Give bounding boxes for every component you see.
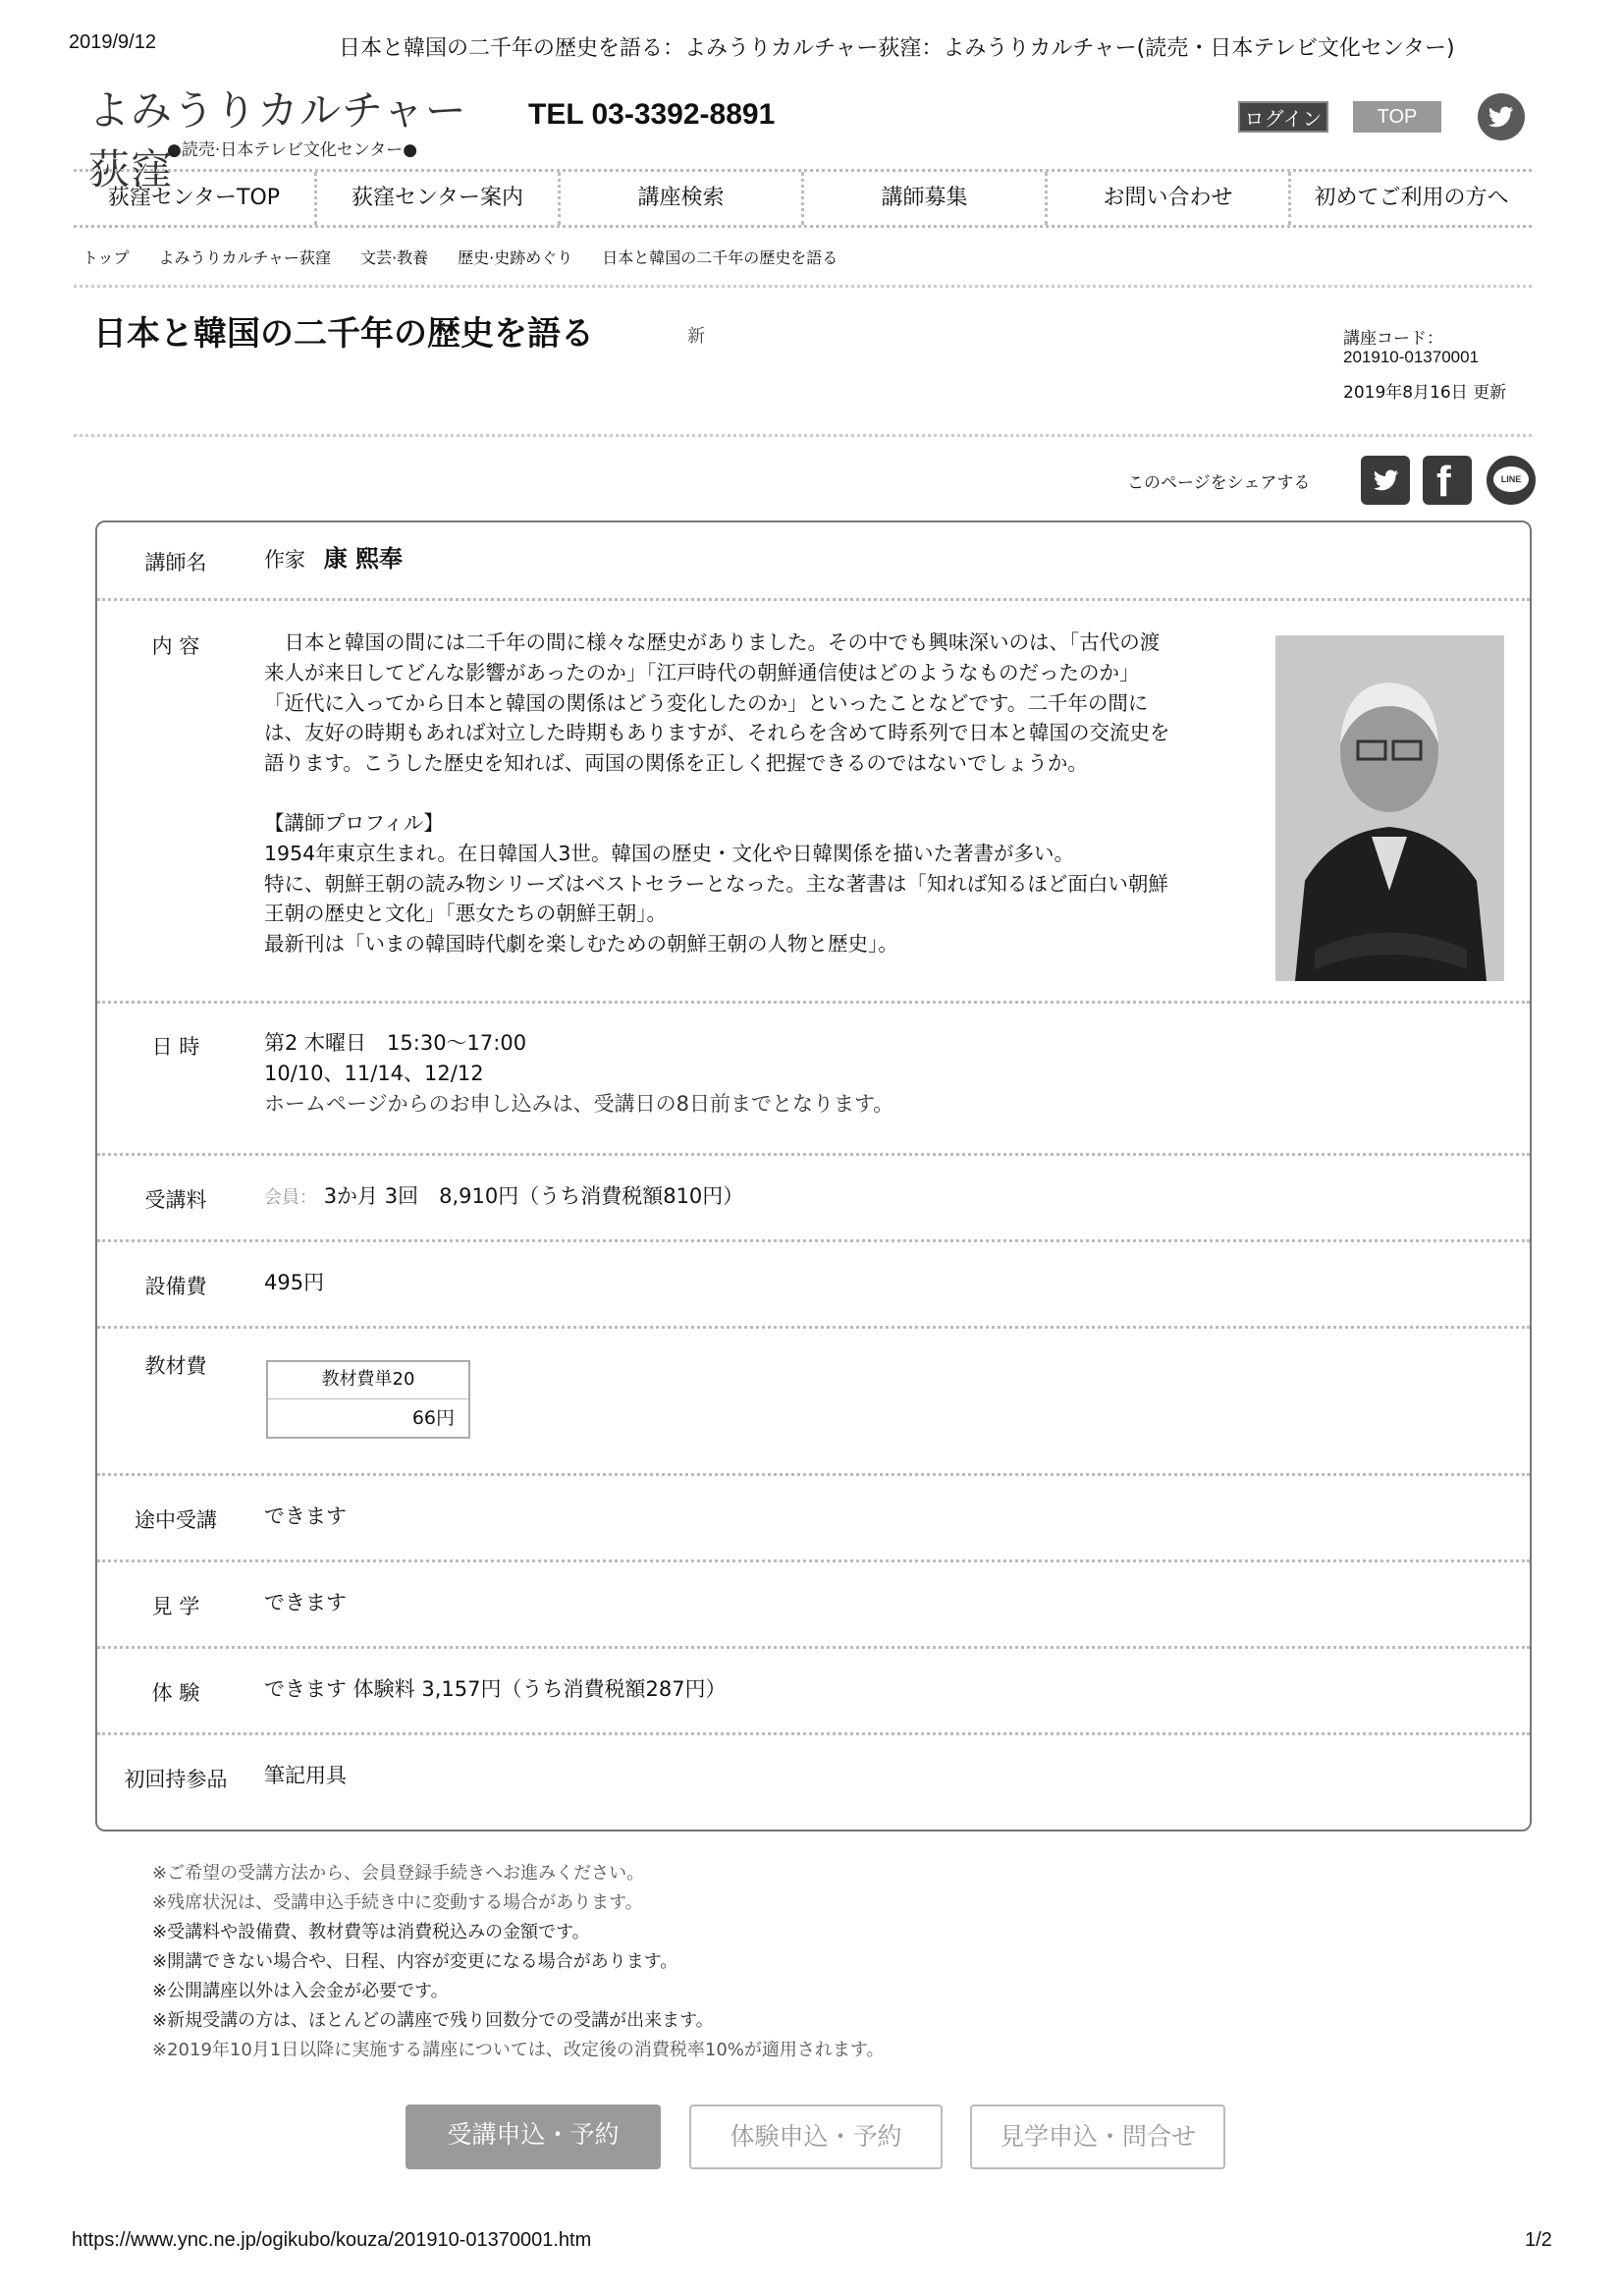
row-fee [97, 1156, 1530, 1242]
print-page-number: 1/2 [1525, 2229, 1552, 2251]
note-item: ※公開講座以外は入会金が必要です。 [152, 1981, 449, 2001]
label-observe: 見 学 [151, 1595, 200, 1618]
breadcrumb-current: 日本と韓国の二千年の歴史を語る [602, 248, 839, 267]
content-line: 【講師プロフィル】 [264, 810, 444, 835]
schedule-value [264, 1028, 893, 1120]
breadcrumb [82, 246, 838, 268]
row-trial [97, 1649, 1530, 1735]
bring-value: 筆記用具 [264, 1764, 347, 1787]
label-trial: 体 験 [151, 1681, 200, 1705]
trial-value: できます 体験料 3,157円（うち消費税額287円） [264, 1677, 727, 1701]
content-line: 「近代に入ってから日本と韓国の関係はどう変化したのか」といったことなどです。二千年の間に [264, 690, 1149, 715]
member-label: 会員： [264, 1187, 317, 1208]
materials-price: 66円 [411, 1407, 455, 1429]
course-code: 201910-01370001 [1343, 348, 1480, 366]
top-button[interactable]: TOP [1353, 101, 1441, 133]
row-midway [97, 1476, 1530, 1562]
course-details [95, 520, 1532, 1831]
instructor-photo [1275, 635, 1504, 981]
content-line: は、友好の時期もあれば対立した時期もありますが、それらを含めて時系列で日本と韓国の交流史を [264, 721, 1170, 745]
breadcrumb-center[interactable]: よみうりカルチャー荻窪 [158, 248, 332, 267]
share-facebook-icon[interactable] [1423, 456, 1472, 505]
observe-value: できます [264, 1591, 347, 1614]
note-item: ※開講できない場合や、日程、内容が変更になる場合があります。 [152, 1951, 678, 1972]
row-facility [97, 1242, 1530, 1329]
logo-sub-text: ●読売·日本テレビ文化センター● [167, 140, 418, 160]
label-bring: 初回持参品 [124, 1768, 228, 1791]
divider [74, 285, 1532, 288]
apply-button[interactable]: 受講申込・予約 [406, 2105, 661, 2169]
notes-list [152, 1859, 884, 2065]
label-midway: 途中受講 [135, 1508, 217, 1532]
nav-item-instructor-recruit[interactable]: 講師募集 [804, 172, 1048, 225]
content-line: 1954年東京生まれ。在日韓国人3世。韓国の歴史・文化や日韓関係を描いた著書が多い。 [264, 841, 1074, 865]
instructor-title: 作家 [264, 548, 305, 572]
nav-item-course-search[interactable]: 講座検索 [561, 172, 804, 225]
content-line: 語ります。こうした歴史を知れば、両国の関係を正しく把握できるのではないでしょうか。 [264, 751, 1088, 776]
new-badge: 新 [687, 326, 705, 347]
materials-table [266, 1360, 470, 1439]
content-line: 特に、朝鮮王朝の読み物シリーズはベストセラーとなった。主な著書は「知れば知るほど面白い朝鮮 [264, 871, 1168, 896]
content-line: 日本と韓国の間には二千年の間に様々な歴史がありました。その中でも興味深いのは、「古代の渡 [264, 630, 1161, 654]
instructor-name: 康 熙奉 [323, 545, 404, 573]
course-code-label: 講座コード： [1343, 329, 1443, 349]
nav-item-first-time[interactable]: 初めてご利用の方へ [1314, 186, 1509, 210]
share-twitter-icon[interactable] [1361, 456, 1410, 505]
note-item: ※新規受講の方は、ほとんどの講座で残り回数分での受講が出来ます。 [152, 2010, 714, 2031]
updated-date: 2019年8月16日 更新 [1343, 383, 1507, 403]
row-observe [97, 1562, 1530, 1649]
breadcrumb-top[interactable]: トップ [82, 248, 130, 267]
nav-item-center-top[interactable]: 荻窪センターTOP [74, 172, 317, 225]
content-line [264, 779, 1256, 808]
note-item: ※2019年10月1日以降に実施する講座については、改定後の消費税率10%が適用されます。 [152, 2040, 885, 2060]
twitter-icon[interactable] [1478, 93, 1525, 140]
content-line: 来人が来日してどんな影響があったのか」「江戸時代の朝鮮通信使はどのようなものだったのか」 [264, 660, 1140, 684]
divider [74, 434, 1532, 437]
schedule-line: 第2 木曜日 15:30〜17:00 [264, 1031, 527, 1055]
nav-item-contact[interactable]: お問い合わせ [1048, 172, 1291, 225]
print-title: 日本と韓国の二千年の歴史を語る：よみうりカルチャー荻窪：よみうりカルチャー(読売・日本テレビ文化センター) [339, 36, 1455, 61]
materials-item: 教材費単20 [268, 1362, 468, 1399]
fee-value [264, 1181, 743, 1213]
label-content: 内 容 [151, 634, 200, 658]
label-materials: 教材費 [144, 1354, 207, 1378]
row-schedule [97, 1004, 1530, 1156]
site-logo[interactable] [88, 79, 501, 193]
label-instructor: 講師名 [144, 551, 207, 574]
visit-apply-button[interactable]: 見学申込・問合せ [970, 2105, 1225, 2169]
print-url: https://www.ync.ne.jp/ogikubo/kouza/201910-01370001.htm [72, 2229, 592, 2251]
content-line: 最新刊は「いまの韓国時代劇を楽しむための朝鮮王朝の人物と歴史」。 [264, 932, 898, 957]
note-item: ※残席状況は、受講申込手続き中に変動する場合があります。 [152, 1892, 643, 1913]
share-line-icon[interactable] [1487, 456, 1536, 505]
midway-value: できます [264, 1504, 347, 1528]
schedule-note: ホームページからのお申し込みは、受講日の8日前までとなります。 [264, 1092, 894, 1116]
label-facility: 設備費 [144, 1275, 207, 1298]
main-nav [74, 169, 1532, 228]
logo-main-text: よみうりカルチャー荻窪 [88, 86, 467, 193]
content-text [264, 628, 1256, 959]
share-label: このページをシェアする [1127, 473, 1311, 493]
line-label: LINE [1493, 466, 1529, 492]
breadcrumb-subcategory[interactable]: 歴史·史跡めぐり [458, 248, 573, 267]
phone-number: TEL 03-3392-8891 [528, 98, 776, 131]
fee-amount: 3か月 3回 8,910円（うち消費税額810円） [323, 1184, 744, 1208]
note-item: ※受講料や設備費、教材費等は消費税込みの金額です。 [152, 1922, 590, 1942]
label-schedule: 日 時 [151, 1035, 200, 1059]
row-bring [97, 1735, 1530, 1830]
schedule-dates: 10/10、11/14、12/12 [264, 1062, 484, 1085]
facebook-glyph: f [1436, 458, 1451, 506]
page-title: 日本と韓国の二千年の歴史を語る [93, 314, 594, 354]
facility-value: 495円 [264, 1271, 325, 1294]
nav-item-center-guide[interactable]: 荻窪センター案内 [317, 172, 561, 225]
note-item: ※ご希望の受講方法から、会員登録手続きへお進みください。 [152, 1863, 645, 1884]
login-button[interactable]: ログイン [1238, 101, 1328, 133]
print-date: 2019/9/12 [69, 31, 156, 53]
breadcrumb-category[interactable]: 文芸·教養 [360, 248, 429, 267]
instructor-value [264, 544, 403, 575]
content-line: 王朝の歴史と文化」「悪女たちの朝鮮王朝」。 [264, 902, 667, 926]
row-instructor [97, 522, 1530, 601]
row-materials [97, 1329, 1530, 1476]
trial-apply-button[interactable]: 体験申込・予約 [689, 2105, 943, 2169]
label-fee: 受講料 [144, 1188, 207, 1212]
